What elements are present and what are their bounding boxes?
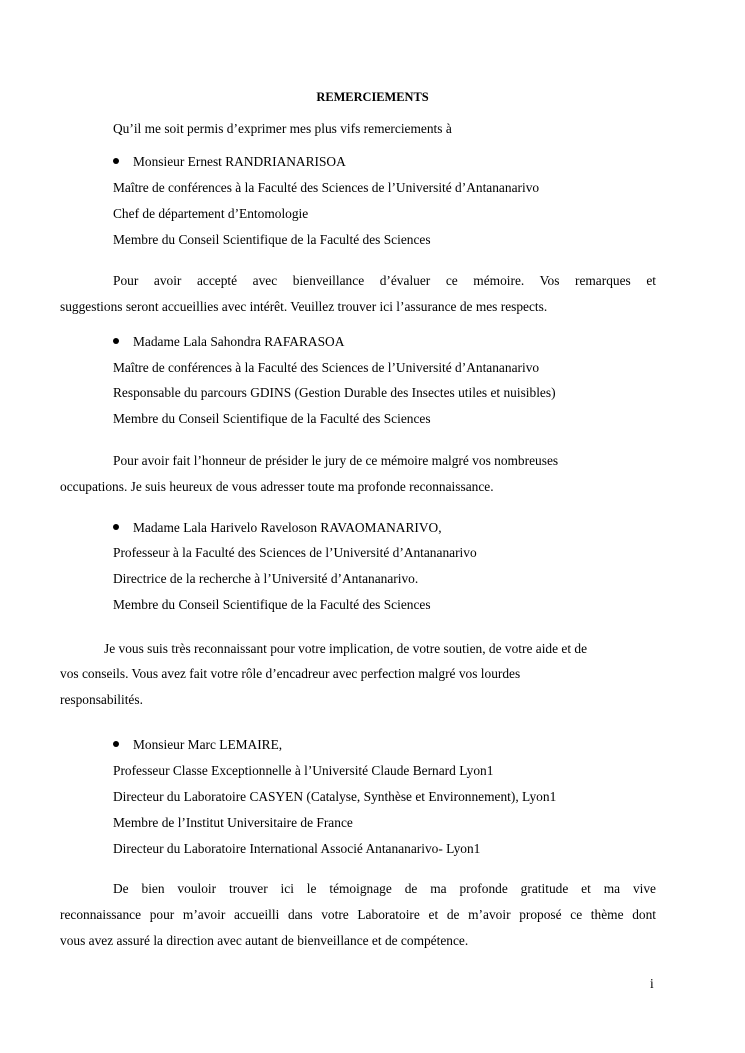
person-role: Professeur à la Faculté des Sciences de l’Université d’Antananarivo [113, 545, 477, 560]
person-role: Membre du Conseil Scientifique de la Faculté des Sciences [113, 232, 431, 247]
bullet-icon [113, 158, 119, 164]
person-role: Directeur du Laboratoire CASYEN (Catalyse, Synthèse et Environnement), Lyon1 [113, 789, 557, 804]
person-role: Membre de l’Institut Universitaire de France [113, 815, 353, 830]
page-number: i [650, 976, 654, 991]
person-name: Monsieur Marc LEMAIRE, [133, 737, 283, 752]
intro-text: Qu’il me soit permis d’exprimer mes plus vifs remerciements à [113, 121, 452, 136]
person-role: Maître de conférences à la Faculté des Sciences de l’Université d’Antananarivo [113, 180, 540, 195]
person-role: Directeur du Laboratoire International Associé Antananarivo- Lyon1 [113, 841, 481, 856]
person-name: Madame Lala Sahondra RAFARASOA [133, 334, 345, 349]
page-title: REMERCIEMENTS [316, 90, 429, 104]
person-role: Maître de conférences à la Faculté des Sciences de l’Université d’Antananarivo [113, 360, 540, 375]
person-role: Membre du Conseil Scientifique de la Faculté des Sciences [113, 597, 431, 612]
person-role: Responsable du parcours GDINS (Gestion Durable des Insectes utiles et nuisibles) [113, 385, 556, 400]
thanks-line: vous avez assuré la direction avec autant de bienveillance et de compétence. [60, 933, 469, 948]
person-role: Professeur Classe Exceptionnelle à l’Université Claude Bernard Lyon1 [113, 763, 494, 778]
thanks-line: Je vous suis très reconnaissant pour votre implication, de votre soutien, de votre aide et de [104, 641, 588, 656]
bullet-icon [113, 741, 119, 747]
person-role: Chef de département d’Entomologie [113, 206, 309, 221]
thanks-line: vos conseils. Vous avez fait votre rôle d’encadreur avec perfection malgré vos lourdes [60, 666, 521, 681]
person-role: Directrice de la recherche à l’Université d’Antananarivo. [113, 571, 419, 586]
thanks-line: De bien vouloir trouver ici le témoignage de ma profonde gratitude et ma vive [113, 881, 656, 896]
thanks-line: Pour avoir accepté avec bienveillance d’évaluer ce mémoire. Vos remarques et [113, 273, 656, 288]
bullet-icon [113, 338, 119, 344]
thanks-line: reconnaissance pour m’avoir accueilli dans votre Laboratoire et de m’avoir proposé ce thème dont [60, 907, 656, 922]
thanks-line: occupations. Je suis heureux de vous adresser toute ma profonde reconnaissance. [60, 479, 494, 494]
thanks-line: suggestions seront accueillies avec intérêt. Veuillez trouver ici l’assurance de mes respects. [60, 299, 548, 314]
person-name: Madame Lala Harivelo Raveloson RAVAOMANARIVO, [133, 520, 442, 535]
thanks-line: Pour avoir fait l’honneur de présider le jury de ce mémoire malgré vos nombreuses [113, 453, 559, 468]
person-role: Membre du Conseil Scientifique de la Faculté des Sciences [113, 411, 431, 426]
person-name: Monsieur Ernest RANDRIANARISOA [133, 154, 346, 169]
thanks-line: responsabilités. [60, 692, 143, 707]
bullet-icon [113, 524, 119, 530]
